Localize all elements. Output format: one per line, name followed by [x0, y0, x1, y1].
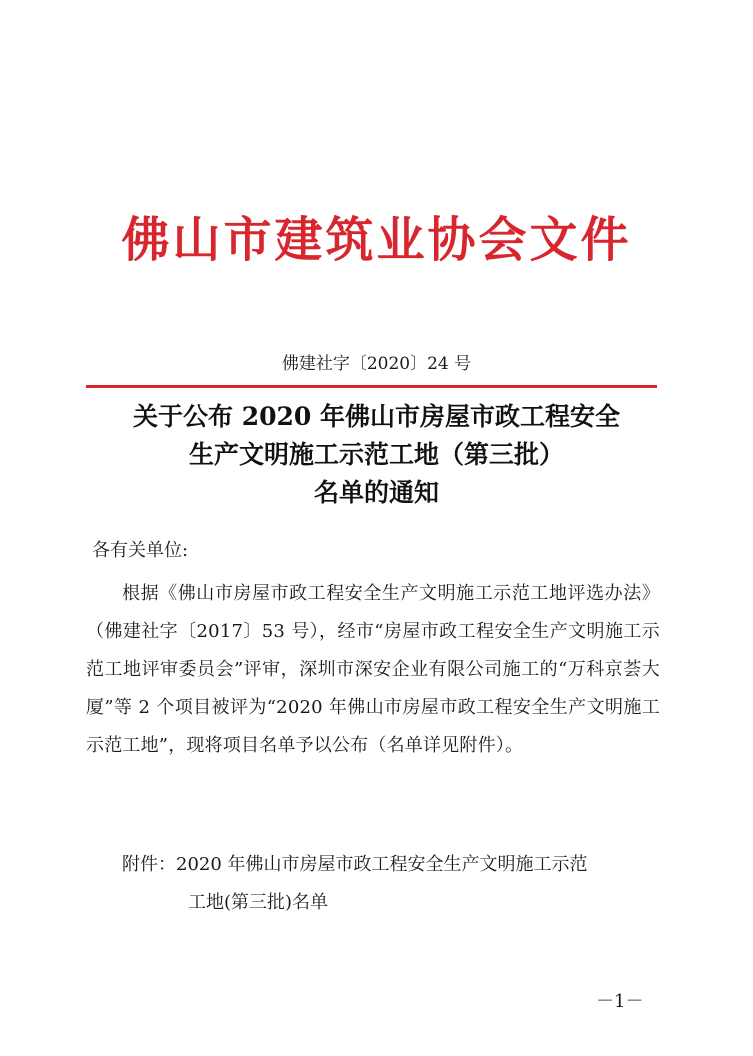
notice-title-line-1: 关于公布 2020 年佛山市房屋市政工程安全	[133, 402, 620, 431]
letterhead-title: 佛山市建筑业协会文件	[121, 212, 632, 268]
attachment-line-1: 附件：2020 年佛山市房屋市政工程安全生产文明施工示范	[122, 854, 588, 875]
body-paragraph: 根据《佛山市房屋市政工程安全生产文明施工示范工地评选办法》（佛建社字〔2017〕53 号），经市“房屋市政工程安全生产文明施工示范工地评审委员会”评审，深圳市深安企业有限公司施工的“万科京荟大厦”等 2 个项目被评为“2020 年佛山市房屋市政工程安全生产文明施工示范工地”，现将项目名单予以公布（名单详见附件）。	[86, 583, 660, 756]
salutation: 各有关单位:	[92, 540, 189, 561]
attachment-line-2: 工地(第三批)名单	[188, 892, 329, 913]
notice-title-line-2: 生产文明施工示范工地（第三批）	[188, 440, 564, 469]
attachment-note	[122, 846, 662, 922]
notice-title	[0, 398, 753, 512]
page-number: －1－	[596, 991, 644, 1012]
document-number: 佛建社字〔2020〕24 号	[281, 354, 472, 374]
notice-title-line-3: 名单的通知	[313, 478, 439, 507]
red-divider-line	[86, 385, 657, 388]
